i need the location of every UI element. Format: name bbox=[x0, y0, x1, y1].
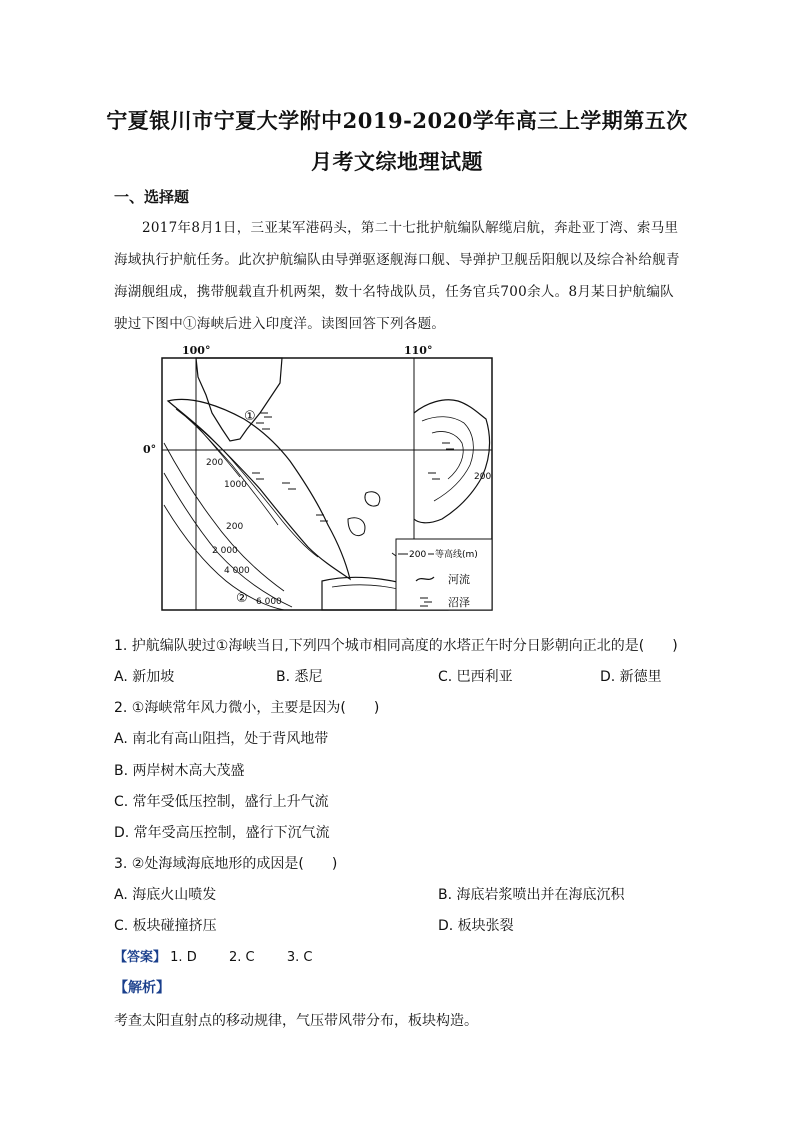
contour-label: 200 bbox=[226, 522, 244, 532]
analysis-heading bbox=[114, 977, 170, 997]
q1-option-b: B. 悉尼 bbox=[276, 669, 323, 685]
answer-tag: 【答案】 bbox=[114, 950, 167, 965]
q1-option-d: D. 新德里 bbox=[600, 669, 662, 685]
page-title-line2: 月考文综地理试题 bbox=[311, 149, 483, 174]
answer-2: 2. C bbox=[228, 950, 255, 965]
legend-river-label: 河流 bbox=[448, 573, 470, 586]
page-title-line1: 宁夏银川市宁夏大学附中2019-2020学年高三上学期第五次 bbox=[106, 108, 688, 133]
contour-label: 6 000 bbox=[256, 597, 282, 607]
analysis-tag: 【解析】 bbox=[114, 980, 170, 996]
lon-label-110: 110° bbox=[404, 344, 433, 357]
analysis-summary: 考查太阳直射点的移动规律，气压带风带分布，板块构造。 bbox=[114, 1013, 478, 1029]
question-3-stem: 3. ②处海域海底地形的成因是( ) bbox=[114, 856, 338, 872]
lon-label-100: 100° bbox=[182, 344, 211, 357]
contour-label: 200 bbox=[206, 458, 224, 468]
section-heading: 一、选择题 bbox=[114, 188, 190, 206]
q2-option-a: A. 南北有高山阻挡，处于背风地带 bbox=[114, 731, 329, 747]
marker-area-2: ② bbox=[236, 591, 248, 606]
answer-row bbox=[114, 946, 313, 965]
map-legend bbox=[396, 539, 492, 610]
contour-label: 1000 bbox=[224, 480, 247, 490]
legend-contour-label: 等高线(m) bbox=[435, 550, 478, 560]
q3-option-b: B. 海底岩浆喷出并在海底沉积 bbox=[438, 887, 625, 903]
q2-option-c: C. 常年受低压控制，盛行上升气流 bbox=[114, 794, 329, 810]
legend-swamp-label: 沼泽 bbox=[448, 596, 470, 609]
passage: 2017年8月1日，三亚某军港码头，第二十七批护航编队解缆启航，奔赴亚丁湾、索马里海域执行护航任务。此次护航编队由导弹驱逐舰海口舰、导弹护卫舰岳阳舰以及综合补给舰青海湖舰组成，携带舰载直升机两架，数十名特战队员，任务官兵700余人。8月某日护航编队驶过下图中①海峡后进入印度洋。读图回答下列各题。 bbox=[114, 220, 680, 332]
contour-label: 2 000 bbox=[212, 546, 238, 556]
answer-1: 1. D bbox=[170, 950, 197, 965]
q3-option-a: A. 海底火山喷发 bbox=[114, 887, 217, 903]
question-1-stem: 1. 护航编队驶过①海峡当日,下列四个城市相同高度的水塔正午时分日影朝向正北的是( ) bbox=[114, 638, 678, 654]
q1-option-a: A. 新加坡 bbox=[114, 669, 175, 685]
lat-label-0: 0° bbox=[143, 443, 157, 456]
q1-option-c: C. 巴西利亚 bbox=[438, 669, 513, 685]
q2-option-b: B. 两岸树木高大茂盛 bbox=[114, 763, 245, 779]
q2-option-d: D. 常年受高压控制，盛行下沉气流 bbox=[114, 825, 330, 841]
question-2-stem: 2. ①海峡常年风力微小，主要是因为( ) bbox=[114, 700, 380, 716]
legend-contour-value: 200 bbox=[409, 550, 427, 560]
q3-option-d: D. 板块张裂 bbox=[438, 918, 514, 934]
marker-strait-1: ① bbox=[244, 409, 256, 424]
answer-3: 3. C bbox=[286, 950, 313, 965]
contour-label: 4 000 bbox=[224, 566, 250, 576]
contour-label: 200 bbox=[474, 472, 492, 482]
strait-map bbox=[143, 343, 504, 613]
q3-option-c: C. 板块碰撞挤压 bbox=[114, 918, 217, 934]
